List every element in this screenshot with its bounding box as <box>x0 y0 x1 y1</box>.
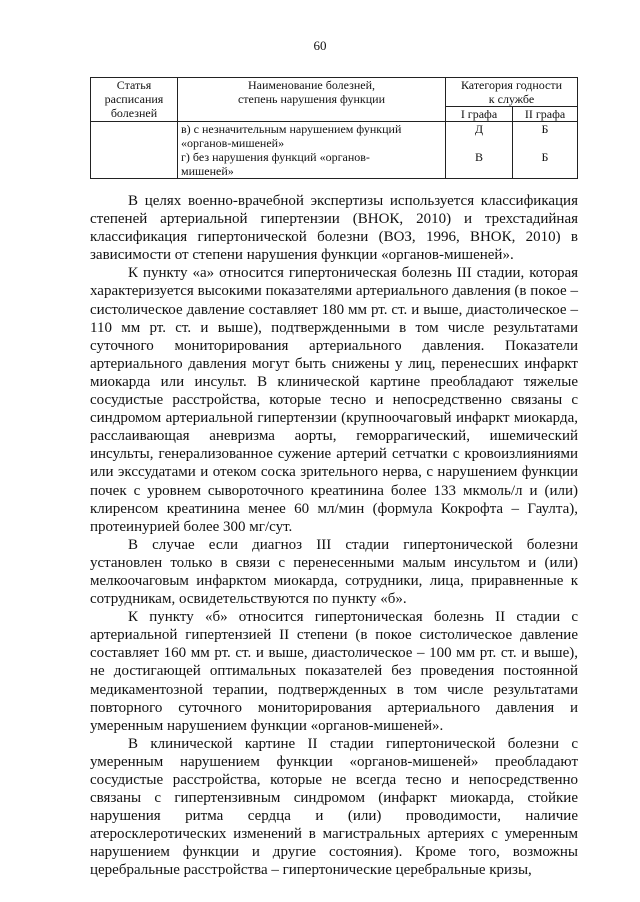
paragraph: В случае если диагноз III стадии гипертонической болезни установлен только в связи с перенесенными малым инсультом и (или) мелкоочаговым инфарктом миокарда, сотрудники, лица, приравненные к сотрудникам, освидетельствуются по пункту «б». <box>90 536 578 608</box>
header-name-line: Наименование болезней, <box>247 78 376 92</box>
category-value: Б <box>541 150 549 164</box>
header-fitness-category <box>446 78 578 107</box>
cell-article <box>91 122 178 179</box>
paragraph: К пункту «а» относится гипертоническая болезнь III стадии, которая характеризуется высокими показателями артериального давления (в покое – систолическое давление составляет 180 мм рт. ст. и выше, диастолическое – 110 мм рт. ст. и выше), подтвержденными в том числе результатами суточного мониторирования артериального давления. Показатели артериального давления могут быть снижены у лиц, перенесших инфаркт миокарда или инсульт. В клинической картине преобладают тяжелые сосудистые расстройства, которые тесно и непосредственно связаны с синдромом артериальной гипертензии (крупноочаговый инфаркт миокарда, расслаивающая аневризма аорты, геморрагический, ишемический инсульты, генерализованное сужение артерий сетчатки с кровоизлияниями или экссудатами и отеком соска зрительного нерва, с нарушением функции почек с уровнем сывороточного креатинина более 133 мкмоль/л и (или) клиренсом креатинина менее 60 мл/мин (формула Кокрофта – Гаулта), протеинурией более 300 мг/сут. <box>90 265 578 535</box>
header-article-line: расписания <box>104 92 164 106</box>
table-header-row <box>91 78 578 107</box>
row-name-line: «органов-мишеней» <box>181 136 285 150</box>
header-category-line: Категория годности <box>460 78 563 92</box>
header-category-line: к службе <box>488 92 535 106</box>
paragraph: В целях военно-врачебной экспертизы используется классификация степеней артериальной гипертензии (ВНОК, 2010) и трехстадийная классификация гипертонической болезни (ВОЗ, 1996, ВНОК, 2010) в зависимости от степени нарушения функции «органов-мишеней». <box>90 193 578 264</box>
header-article-line: Статья <box>116 78 152 92</box>
header-disease-name <box>178 78 446 122</box>
row-name-line: в) с незначительным нарушением функций <box>181 122 402 136</box>
header-name-line: степень нарушения функции <box>237 92 386 106</box>
paragraph: В клинической картине II стадии гипертонической болезни с умеренным нарушением функции «органов-мишеней» преобладают сосудистые расстройства, которые не всегда тесно и непосредственно связаны с гипертензивным синдромом (инфаркт миокарда, стойкие нарушения ритма сердца и (или) проводимости, наличие атеросклеротических изменений в магистральных артериях с умеренным нарушением функции и другие состояния). Кроме того, возможны церебральные расстройства – гипертонические церебральные кризы, <box>90 735 578 879</box>
cell-graph-1 <box>446 122 513 179</box>
row-name-line: г) без нарушения функций «органов- <box>181 150 370 164</box>
paragraph: К пункту «б» относится гипертоническая болезнь II стадии с артериальной гипертензией II степени (в покое систолическое давление составляет 160 мм рт. ст. и выше, диастолическое – 100 мм рт. ст. и выше), не достигающей оптимальных показателей без проведения постоянной медикаментозной терапии, подтвержденных в том числе результатами повторного суточного мониторирования артериального давления и умеренным нарушением функции «органов-мишеней». <box>90 609 578 734</box>
cell-disease-name <box>178 122 446 179</box>
category-value: В <box>474 150 483 164</box>
header-article-line: болезней <box>110 106 158 120</box>
category-value: Б <box>541 122 549 136</box>
table-row <box>91 122 578 179</box>
header-article <box>91 78 178 122</box>
disease-schedule-table <box>90 77 578 179</box>
body-text <box>90 192 578 880</box>
row-name-line: мишеней» <box>181 164 234 178</box>
page-number: 60 <box>313 38 327 53</box>
category-value: Д <box>474 122 484 136</box>
header-graph-1: I графа <box>446 107 513 122</box>
header-graph-2: II графа <box>513 107 578 122</box>
cell-graph-2 <box>513 122 578 179</box>
